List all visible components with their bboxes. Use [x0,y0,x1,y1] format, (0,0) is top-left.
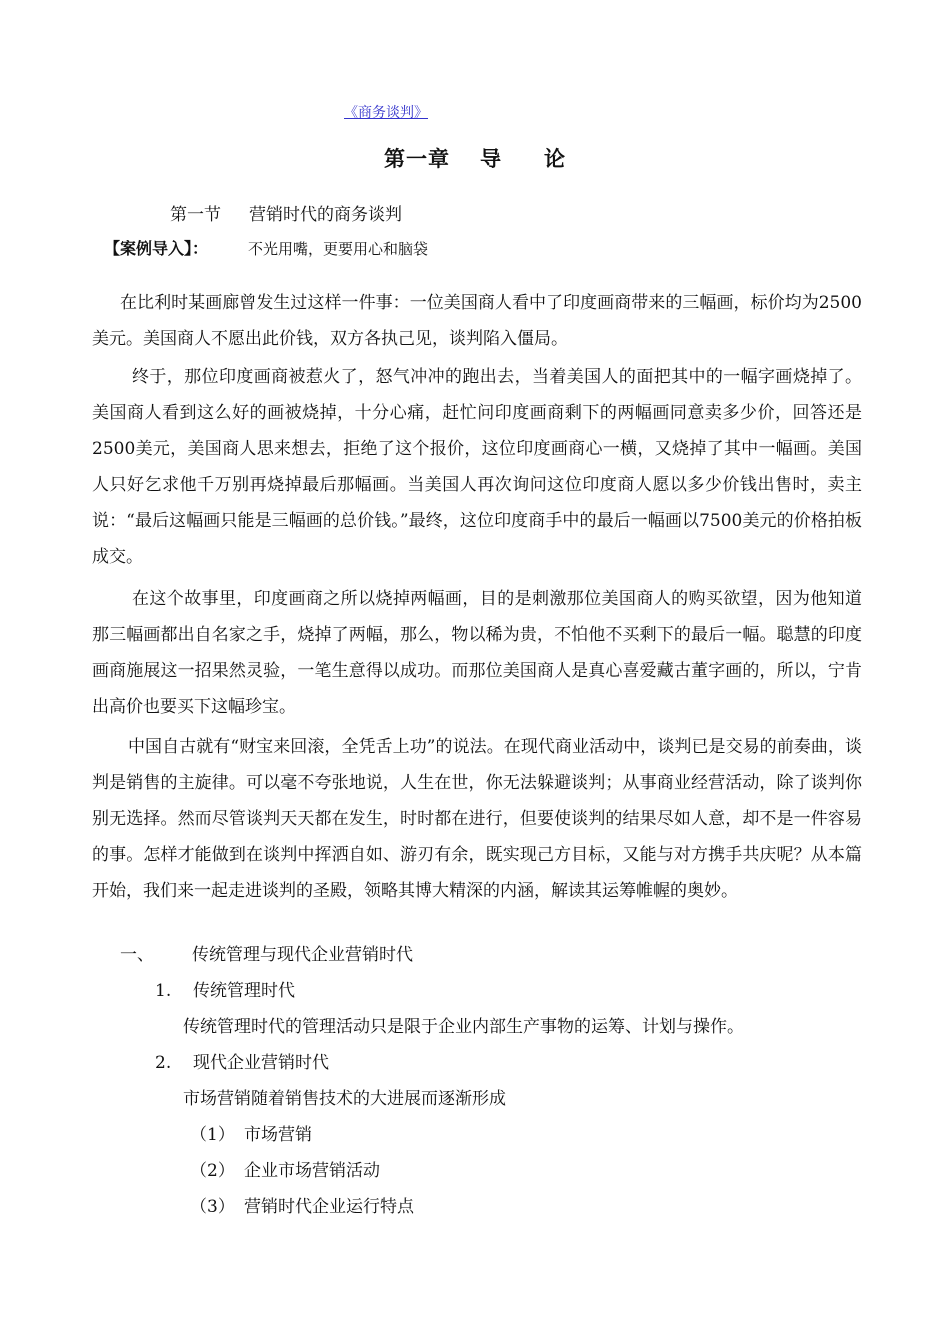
chapter-word-2: 论 [544,147,566,171]
section-label: 第一节 [170,205,221,225]
outline-item-1-text: 传统管理时代 [193,981,295,1001]
outline-heading-number: 一、 [120,945,154,965]
chapter-word-1: 导 [480,147,502,171]
outline-item-1-number: 1. [155,981,172,1001]
chapter-number: 第一章 [384,147,450,171]
section-title [170,200,402,225]
outline-item-1 [155,976,295,1001]
chapter-title [0,143,950,173]
outline-heading-text: 传统管理与现代企业营销时代 [192,945,413,965]
case-title: 不光用嘴，更要用心和脑袋 [248,240,429,258]
paragraph-1: 在比利时某画廊曾发生过这样一件事：一位美国商人看中了印度画商带来的三幅画，标价均为2500美元。美国商人不愿出此价钱，双方各执己见，谈判陷入僵局。 [92,293,862,349]
case-tag: 【案例导入】： [104,239,209,258]
outline-subitem-text: 市场营销 [244,1125,312,1145]
outline-subitem-number: （3） [190,1197,235,1217]
outline-subitem-number: （1） [190,1125,235,1145]
outline-subitem-text: 营销时代企业运行特点 [244,1197,414,1217]
outline-subitem [190,1192,414,1217]
outline-item-2 [155,1048,329,1073]
case-intro [104,236,428,259]
paragraph-4: 中国自古就有“财宝来回滚，全凭舌上功”的说法。在现代商业活动中，谈判已是交易的前奏曲，谈判是销售的主旋律。可以毫不夸张地说，人生在世，你无法躲避谈判；从事商业经营活动，除了谈判你别无选择。然而尽管谈判天天都在发生，时时都在进行，但要使谈判的结果尽如人意，却不是一件容易的事。怎样才能做到在谈判中挥洒自如、游刃有余，既实现己方目标，又能与对方携手共庆呢？从本篇开始，我们来一起走进谈判的圣殿，领略其博大精深的内涵，解读其运筹帷幄的奥妙。 [92,737,862,901]
outline-item-2-number: 2. [155,1053,172,1073]
book-title-link[interactable]: 《商务谈判》 [344,105,428,121]
outline-subitem-number: （2） [190,1161,235,1181]
paragraph-3: 在这个故事里，印度画商之所以烧掉两幅画，目的是刺激那位美国商人的购买欲望，因为他知道那三幅画都出自名家之手，烧掉了两幅，那么，物以稀为贵，不怕他不买剩下的最后一幅。聪慧的印度画商施展这一招果然灵验，一笔生意得以成功。而那位美国商人是真心喜爱藏古董字画的，所以，宁肯出高价也要买下这幅珍宝。 [92,589,862,717]
outline-subitem [190,1156,380,1181]
outline-heading [120,940,413,965]
paragraph-2: 终于，那位印度画商被惹火了，怒气冲冲的跑出去，当着美国人的面把其中的一幅字画烧掉了。美国商人看到这么好的画被烧掉，十分心痛，赶忙问印度画商剩下的两幅画同意卖多少价，回答还是2500美元，美国商人思来想去，拒绝了这个报价，这位印度画商心一横，又烧掉了其中一幅画。美国人只好乞求他千万别再烧掉最后那幅画。当美国人再次询问这位印度商人愿以多少价钱出售时，卖主说：“最后这幅画只能是三幅画的总价钱。”最终，这位印度商手中的最后一幅画以7500美元的价格拍板成交。 [92,367,862,567]
outline-item-1-desc: 传统管理时代的管理活动只是限于企业内部生产事物的运筹、计划与操作。 [183,1017,744,1037]
outline-item-2-text: 现代企业营销时代 [193,1053,329,1073]
section-name: 营销时代的商务谈判 [249,205,402,225]
outline-subitem-text: 企业市场营销活动 [244,1161,380,1181]
outline-subitem [190,1120,312,1145]
outline-item-2-desc: 市场营销随着销售技术的大进展而逐渐形成 [183,1089,506,1109]
